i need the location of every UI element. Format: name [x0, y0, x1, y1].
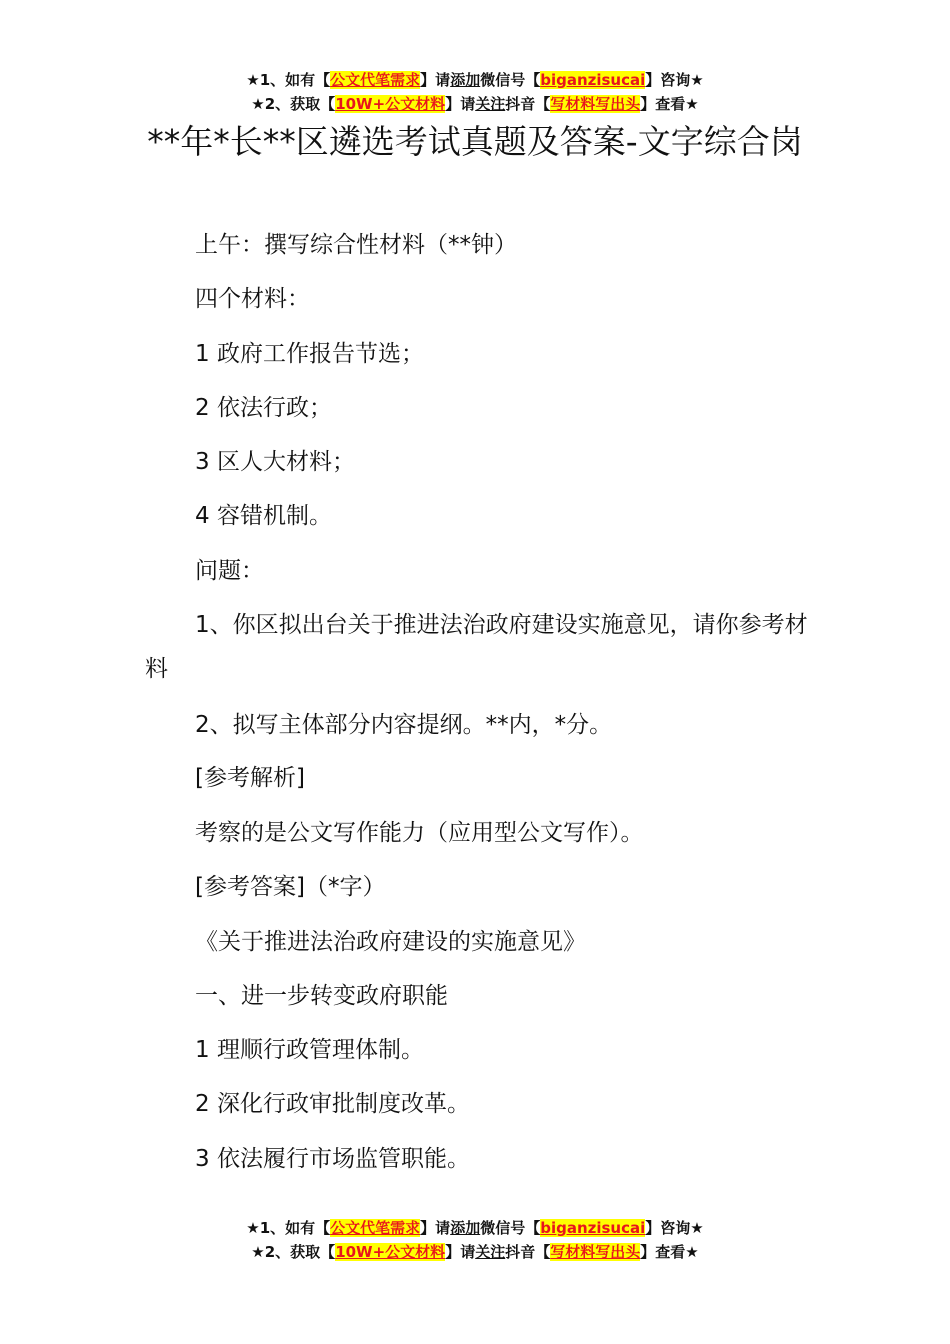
- banner-line-2: [0, 92, 950, 116]
- paragraph: [145, 811, 810, 855]
- paragraph: [145, 756, 810, 800]
- paragraph-text: 一、进一步转变政府职能: [195, 983, 448, 1009]
- banner-highlight: 写材料写出头: [550, 95, 641, 113]
- banner-highlight: 公文代笔需求: [330, 71, 421, 89]
- banner-underline: 关注: [475, 95, 506, 113]
- paragraph: [145, 549, 810, 593]
- banner-line-1: [0, 1216, 950, 1240]
- banner-text: 抖音【: [505, 1243, 551, 1261]
- header-banner: [0, 68, 950, 116]
- banner-highlight: biganzisucai: [540, 1219, 646, 1237]
- paragraph: [145, 494, 810, 538]
- paragraph-text: [参考解析]: [195, 765, 305, 791]
- banner-text: 微信号【: [480, 1219, 541, 1237]
- paragraph-text: 四个材料：: [195, 286, 310, 312]
- paragraph-text: 考察的是公文写作能力（应用型公文写作）。: [195, 820, 644, 846]
- paragraph-text: 《关于推进法治政府建设的实施意见》: [195, 929, 586, 955]
- paragraph-text: 2、拟写主体部分内容提纲。**内，*分。: [195, 712, 613, 738]
- banner-text: 】请: [420, 1219, 451, 1237]
- banner-text: ★2、获取【: [251, 95, 336, 113]
- banner-text: 】请: [420, 71, 451, 89]
- paragraph: [145, 603, 810, 691]
- paragraph-text: 3 区人大材料；: [195, 449, 355, 475]
- banner-text: 】查看★: [640, 95, 699, 113]
- banner-highlight: biganzisucai: [540, 71, 646, 89]
- banner-underline: 添加: [450, 71, 481, 89]
- banner-text: ★2、获取【: [251, 1243, 336, 1261]
- banner-text: 】请: [445, 1243, 476, 1261]
- banner-text: ★1、如有【: [246, 71, 331, 89]
- banner-text: 】咨询★: [645, 1219, 704, 1237]
- banner-highlight: 10W+公文材料: [335, 1243, 446, 1261]
- paragraph: [145, 865, 810, 909]
- footer-banner: [0, 1216, 950, 1264]
- banner-line-1: [0, 68, 950, 92]
- banner-text: 】查看★: [640, 1243, 699, 1261]
- paragraph-text: 3 依法履行市场监管职能。: [195, 1146, 470, 1172]
- banner-text: 】咨询★: [645, 71, 704, 89]
- document-title: **年*长**区遴选考试真题及答案-文字综合岗: [147, 122, 803, 161]
- paragraph-text: 1、你区拟出台关于推进法治政府建设实施意见，请你参考材料: [145, 612, 808, 682]
- banner-text: 微信号【: [480, 71, 541, 89]
- banner-text: 】请: [445, 95, 476, 113]
- banner-highlight: 10W+公文材料: [335, 95, 446, 113]
- banner-text: 抖音【: [505, 95, 551, 113]
- paragraph-text: 2 依法行政；: [195, 395, 332, 421]
- paragraph: [145, 386, 810, 430]
- paragraph: [145, 277, 810, 321]
- paragraph: [145, 440, 810, 484]
- paragraph: [145, 1082, 810, 1126]
- paragraph-text: [参考答案]（*字）: [195, 874, 386, 900]
- banner-text: ★1、如有【: [246, 1219, 331, 1237]
- banner-line-2: [0, 1240, 950, 1264]
- paragraph-text: 1 理顺行政管理体制。: [195, 1037, 424, 1063]
- paragraph-text: 4 容错机制。: [195, 503, 332, 529]
- banner-underline: 关注: [475, 1243, 506, 1261]
- paragraph: [145, 223, 810, 267]
- paragraph: [145, 332, 810, 376]
- paragraph: [145, 974, 810, 1018]
- paragraph-text: 1 政府工作报告节选；: [195, 341, 424, 367]
- paragraph-text: 问题：: [195, 558, 264, 584]
- banner-highlight: 写材料写出头: [550, 1243, 641, 1261]
- paragraph: [145, 920, 810, 964]
- banner-underline: 添加: [450, 1219, 481, 1237]
- banner-highlight: 公文代笔需求: [330, 1219, 421, 1237]
- paragraph: [145, 1137, 810, 1181]
- paragraph: [145, 1028, 810, 1072]
- paragraph-text: 上午：撰写综合性材料（**钟）: [195, 232, 517, 258]
- paragraph-text: 2 深化行政审批制度改革。: [195, 1091, 470, 1117]
- paragraph: [145, 703, 810, 747]
